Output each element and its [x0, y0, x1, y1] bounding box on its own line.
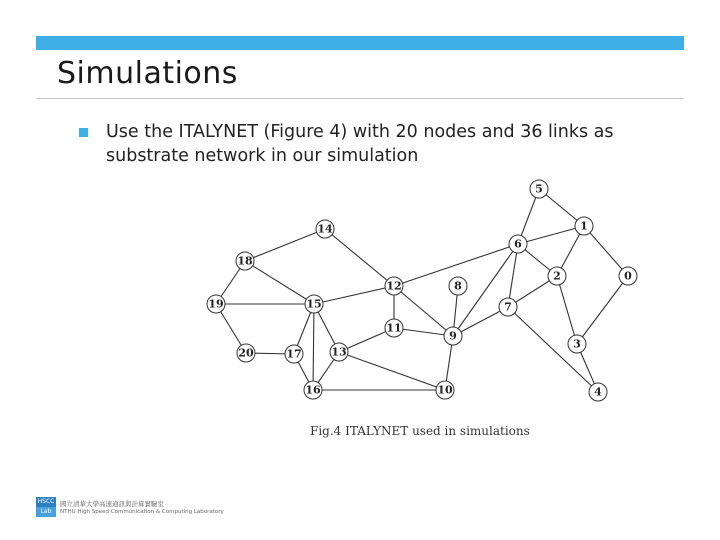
node-label-20: 20: [238, 346, 254, 360]
node-16: [304, 381, 322, 399]
node-13: [330, 343, 348, 361]
node-11: [385, 319, 403, 337]
node-10: [436, 381, 454, 399]
link-18-15: [245, 261, 314, 304]
figure-caption: Fig.4 ITALYNET used in simulations: [310, 424, 530, 438]
node-label-17: 17: [286, 347, 302, 361]
link-6-7: [508, 244, 518, 307]
node-4: [589, 383, 607, 401]
node-14: [316, 220, 334, 238]
node-2: [548, 267, 566, 285]
node-label-13: 13: [331, 345, 347, 359]
node-label-15: 15: [306, 297, 322, 311]
slide-title: Simulations: [57, 56, 238, 91]
link-2-3: [557, 276, 577, 344]
link-13-10: [339, 352, 445, 390]
node-label-11: 11: [386, 321, 402, 335]
link-14-12: [325, 229, 394, 286]
node-label-7: 7: [504, 300, 512, 314]
node-12: [385, 277, 403, 295]
node-5: [530, 180, 548, 198]
title-divider: [36, 98, 684, 99]
node-label-12: 12: [386, 279, 402, 293]
node-1: [575, 217, 593, 235]
node-label-5: 5: [535, 182, 543, 196]
node-18: [236, 252, 254, 270]
lab-logo-icon: HSCC: [36, 497, 56, 517]
bullet-square-icon: [79, 128, 88, 137]
footer-english-name: NTHU High Speed Communication & Computing Laboratory: [60, 509, 224, 515]
link-12-15: [314, 286, 394, 304]
node-8: [449, 277, 467, 295]
node-label-8: 8: [454, 279, 462, 293]
link-14-18: [245, 229, 325, 261]
link-15-16: [313, 304, 314, 390]
top-accent-bar: [36, 36, 684, 50]
node-label-3: 3: [573, 337, 581, 351]
node-17: [285, 345, 303, 363]
link-1-6: [518, 226, 584, 244]
node-7: [499, 298, 517, 316]
italynet-diagram: [190, 170, 632, 410]
node-label-14: 14: [317, 222, 333, 236]
node-label-10: 10: [437, 383, 453, 397]
node-label-0: 0: [624, 269, 632, 283]
node-19: [207, 295, 225, 313]
node-label-19: 19: [208, 297, 224, 311]
node-label-6: 6: [514, 237, 522, 251]
footer-chinese-name: 國立清華大學高速通訊與計算實驗室: [60, 500, 164, 508]
node-label-9: 9: [449, 329, 457, 343]
node-label-18: 18: [237, 254, 253, 268]
node-15: [305, 295, 323, 313]
lab-logo-lower: Lab: [36, 507, 56, 517]
node-label-1: 1: [580, 219, 588, 233]
node-label-16: 16: [305, 383, 321, 397]
link-0-3: [577, 276, 628, 344]
node-3: [568, 335, 586, 353]
node-9: [444, 327, 462, 345]
node-label-2: 2: [553, 269, 561, 283]
node-6: [509, 235, 527, 253]
link-layer: [216, 189, 628, 392]
bullet-text: Use the ITALYNET (Figure 4) with 20 nodes and 36 links as substrate network in our simulation: [106, 122, 614, 166]
node-label-4: 4: [594, 385, 602, 399]
node-0: [619, 267, 637, 285]
link-1-0: [584, 226, 628, 276]
node-20: [237, 344, 255, 362]
